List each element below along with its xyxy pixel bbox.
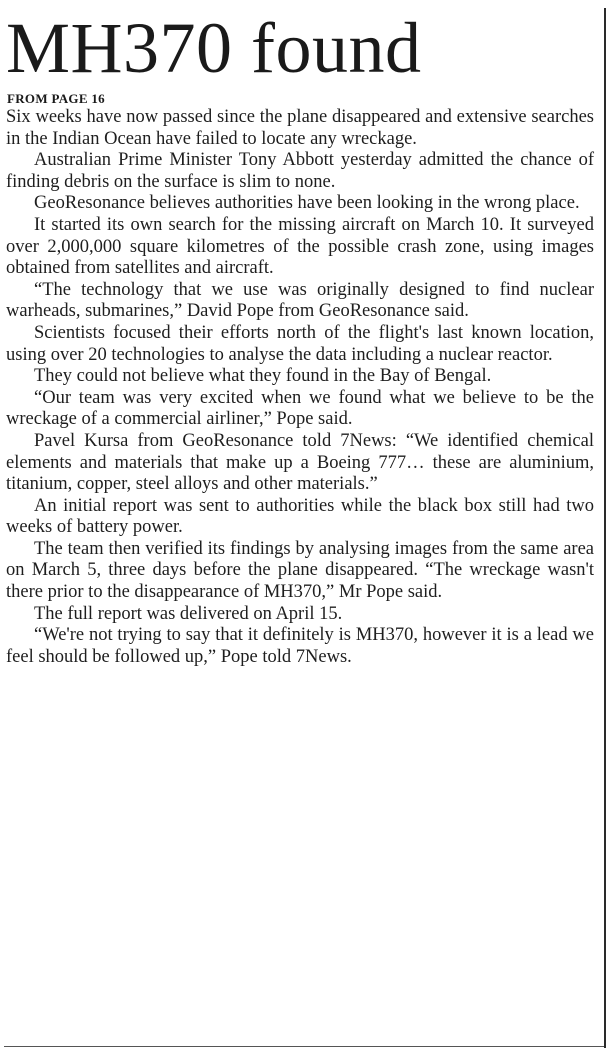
column-rule-bottom	[4, 1046, 604, 1047]
article-paragraph: It started its own search for the missing aircraft on March 10. It surveyed over 2,000,000 square kilometres of the possible crash zone, using images obtained from satellites and aircraft.	[6, 214, 594, 279]
article-paragraph: The full report was delivered on April 15.	[34, 603, 343, 624]
article-paragraph: An initial report was sent to authorities while the black box still had two weeks of battery power.	[6, 495, 594, 538]
headline: MH370 found	[6, 8, 422, 88]
article-paragraph: “We're not trying to say that it definitely is MH370, however it is a lead we feel should be followed up,” Pope told 7News.	[6, 625, 594, 667]
article-paragraph: The team then verified its findings by analysing images from the same area on March 5, three days before the plane disappeared. “The wreckage wasn't there prior to the disappearance of MH370,” Mr Pope said.	[6, 538, 594, 603]
article-paragraph: They could not believe what they found in the Bay of Bengal.	[34, 366, 492, 387]
article-paragraph: Scientists focused their efforts north of the flight's last known location, using over 20 technologies to analyse the data including a nuclear reactor.	[6, 322, 594, 365]
column-rule-right	[604, 8, 606, 1048]
continuation-line: FROM PAGE 16	[7, 91, 105, 106]
article-paragraph: “The technology that we use was originally designed to find nuclear warheads, submarines,” David Pope from GeoResonance said.	[6, 279, 594, 322]
article-paragraph: Australian Prime Minister Tony Abbott yesterday admitted the chance of finding debris on the surface is slim to none.	[6, 150, 594, 192]
article-paragraph: GeoResonance believes authorities have been looking in the wrong place.	[34, 193, 580, 214]
article-paragraph: Pavel Kursa from GeoResonance told 7News: “We identified chemical elements and materials that make up a Boeing 777… these are aluminium, titanium, copper, steel alloys and other materials.”	[6, 430, 594, 495]
article-paragraph: “Our team was very excited when we found what we believe to be the wreckage of a commercial airliner,” Pope said.	[6, 387, 594, 430]
article-body	[6, 107, 594, 668]
article-paragraph: Six weeks have now passed since the plane disappeared and extensive searches in the Indian Ocean have failed to locate any wreckage.	[6, 107, 594, 149]
